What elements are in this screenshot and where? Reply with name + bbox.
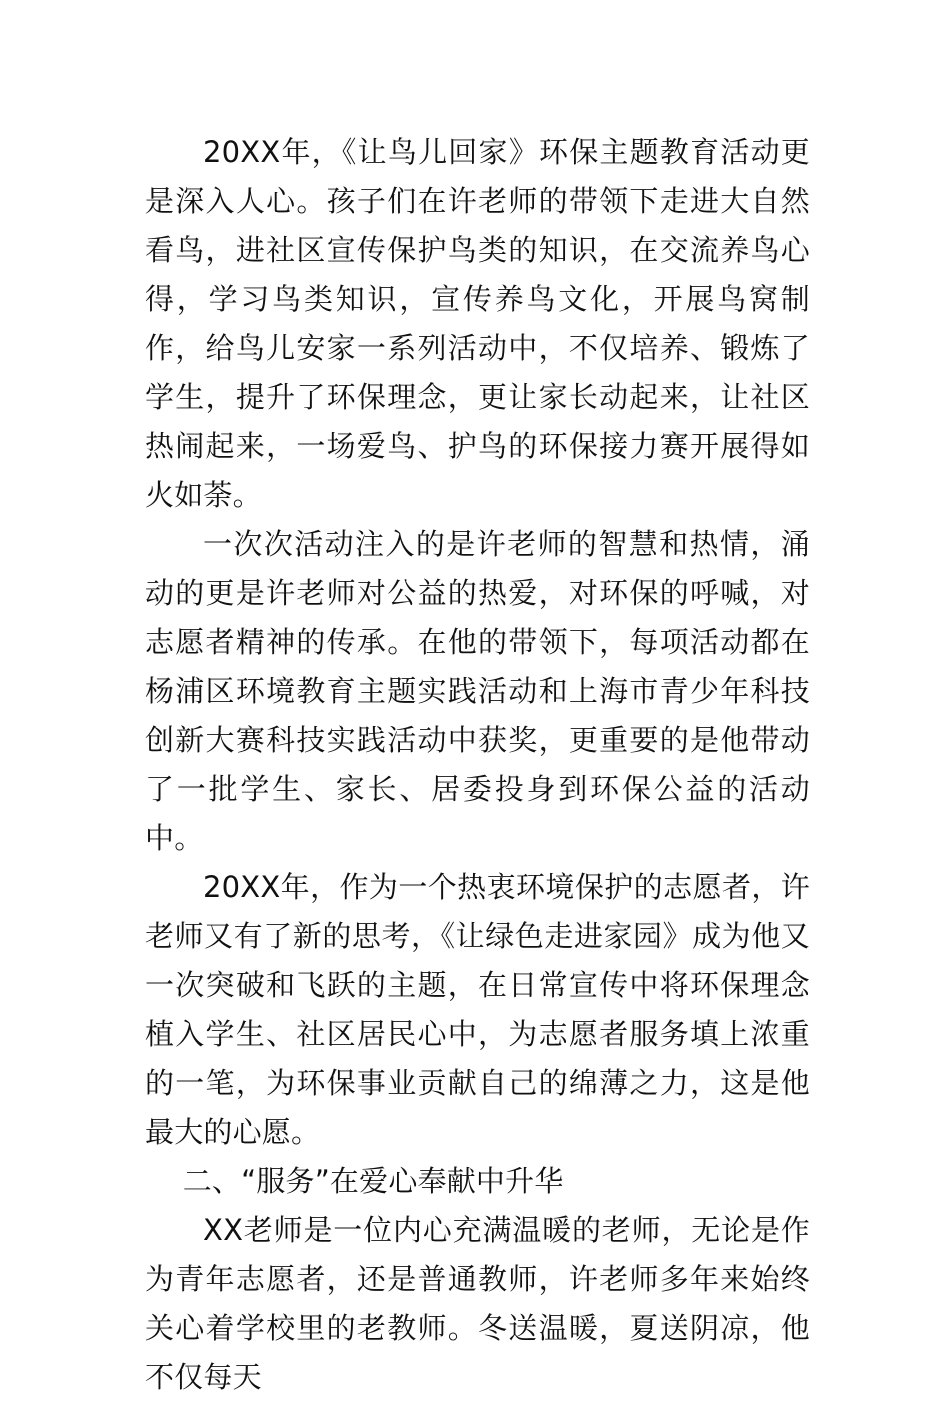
body-text [145,128,810,1402]
paragraph-green-home: 20XX年，作为一个热衷环境保护的志愿者，许老师又有了新的思考，《让绿色走进家园》成为他又一次突破和飞跃的主题，在日常宣传中将环保理念植入学生、社区居民心中，为志愿者服务填上浓重的一笔，为环保事业贡献自己的绵薄之力，这是他最大的心愿。 [145,870,810,1149]
paragraph-service: XX老师是一位内心充满温暖的老师，无论是作为青年志愿者，还是普通教师，许老师多年来始终关心着学校里的老教师。冬送温暖，夏送阴凉，他不仅每天 [145,1213,810,1394]
section-heading: 二、“服务”在爱心奉献中升华 [182,1164,564,1198]
paragraph-bird-campaign: 20XX年，《让鸟儿回家》环保主题教育活动更是深入人心。孩子们在许老师的带领下走进大自然看鸟，进社区宣传保护鸟类的知识，在交流养鸟心得，学习鸟类知识，宣传养鸟文化，开展鸟窝制作，给鸟儿安家一系列活动中，不仅培养、锻炼了学生，提升了环保理念，更让家长动起来，让社区热闹起来，一场爱鸟、护鸟的环保接力赛开展得如火如荼。 [145,135,810,512]
paragraph-activities-impact: 一次次活动注入的是许老师的智慧和热情，涌动的更是许老师对公益的热爱，对环保的呼喊，对志愿者精神的传承。在他的带领下，每项活动都在杨浦区环境教育主题实践活动和上海市青少年科技创新大赛科技实践活动中获奖，更重要的是他带动了一批学生、家长、居委投身到环保公益的活动中。 [145,527,810,855]
